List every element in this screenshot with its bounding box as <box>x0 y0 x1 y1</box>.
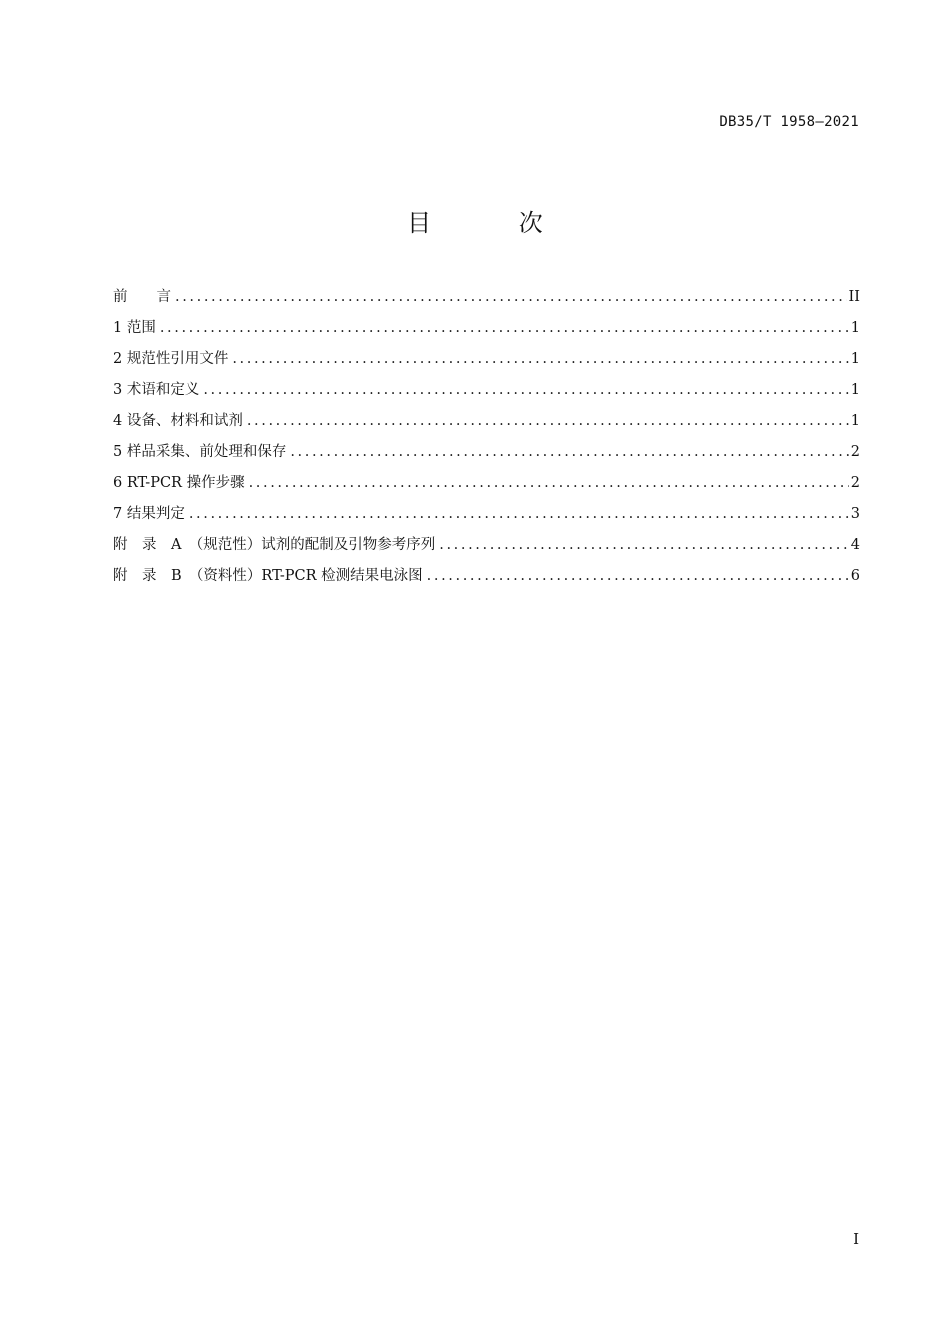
toc-entry-label: 7 结果判定 <box>113 506 185 522</box>
toc-entry-page: 2 <box>850 444 860 460</box>
toc-entry-foreword[interactable] <box>113 286 860 317</box>
toc-entry-label: 3 术语和定义 <box>113 382 200 398</box>
toc-entry-page: II <box>848 289 860 305</box>
toc-leader-dots <box>247 410 849 432</box>
toc-entry-page: 3 <box>850 506 860 522</box>
toc-entry-page: 1 <box>850 413 860 429</box>
toc-entry-page: 1 <box>850 382 860 398</box>
toc-entry-scope[interactable] <box>113 317 860 348</box>
toc-entry-label: 6 RT-PCR 操作步骤 <box>113 475 245 491</box>
toc-leader-dots <box>203 379 848 401</box>
toc-entry-label: 2 规范性引用文件 <box>113 351 229 367</box>
toc-leader-dots <box>160 317 849 339</box>
toc-entry-label: 附 录 A （规范性）试剂的配制及引物参考序列 <box>113 537 436 553</box>
toc-leader-dots <box>175 286 847 308</box>
toc-entry-appendix-b[interactable] <box>113 565 860 596</box>
toc-entry-label: 附 录 B （资料性）RT-PCR 检测结果电泳图 <box>113 568 423 584</box>
page-title: 目 次 <box>407 209 583 237</box>
table-of-contents <box>113 286 860 596</box>
toc-entry-page: 6 <box>850 568 860 584</box>
toc-entry-normative-references[interactable] <box>113 348 860 379</box>
toc-entry-label: 前 言 <box>113 289 171 305</box>
toc-leader-dots <box>232 348 848 370</box>
toc-entry-appendix-a[interactable] <box>113 534 860 565</box>
page-number: I <box>853 1230 859 1248</box>
toc-leader-dots <box>249 472 849 494</box>
toc-entry-label: 5 样品采集、前处理和保存 <box>113 444 287 460</box>
toc-leader-dots <box>427 565 849 587</box>
toc-entry-terms-definitions[interactable] <box>113 379 860 410</box>
toc-entry-page: 2 <box>850 475 860 491</box>
toc-leader-dots <box>439 534 849 556</box>
toc-entry-result-judgment[interactable] <box>113 503 860 534</box>
toc-entry-page: 4 <box>850 537 860 553</box>
toc-entry-page: 1 <box>850 351 860 367</box>
toc-entry-rt-pcr-procedure[interactable] <box>113 472 860 503</box>
toc-leader-dots <box>290 441 848 463</box>
toc-entry-page: 1 <box>850 320 860 336</box>
toc-entry-label: 4 设备、材料和试剂 <box>113 413 243 429</box>
toc-entry-sampling[interactable] <box>113 441 860 472</box>
standard-code: DB35/T 1958—2021 <box>719 114 859 130</box>
toc-entry-label: 1 范围 <box>113 320 156 336</box>
toc-leader-dots <box>189 503 849 525</box>
toc-entry-equipment-reagents[interactable] <box>113 410 860 441</box>
